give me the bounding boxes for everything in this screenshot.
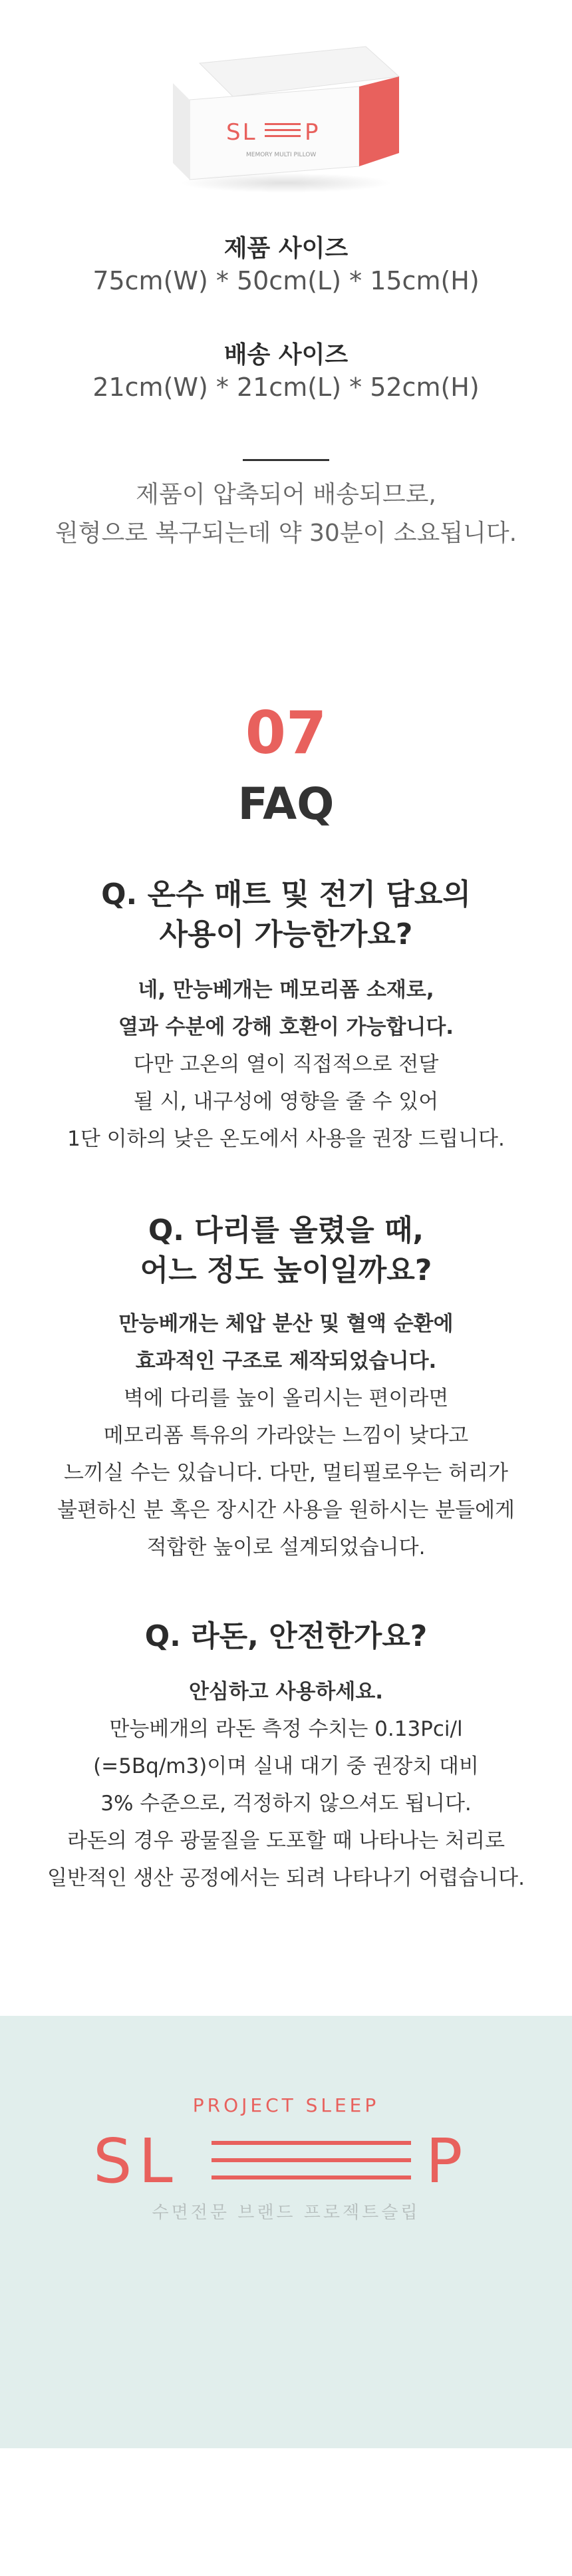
notice-line-1: 제품이 압축되어 배송되므로, <box>136 481 436 508</box>
product-size-label: 제품 사이즈 <box>223 235 349 262</box>
shipping-size-value: 21cm(W) * 21cm(L) * 52cm(H) <box>92 373 480 402</box>
faq-question-2-line-1: Q. 다리를 올렸을 때, <box>148 1213 424 1247</box>
faq-answer-3-line-2: 만능베개의 라돈 측정 수치는 0.13Pci/l <box>109 1717 463 1741</box>
product-box-image <box>153 37 419 203</box>
faq-answer-2-line-2: 효과적인 구조로 제작되었습니다. <box>135 1349 437 1373</box>
faq-answer-1-line-3: 다만 고온의 열이 직접적으로 전달 <box>133 1052 439 1076</box>
brand-caption: 수면전문 브랜드 프로젝트슬립 <box>152 2203 420 2223</box>
faq-answer-2-line-4: 메모리폼 특유의 가라앉는 느낌이 낮다고 <box>103 1424 469 1448</box>
faq-answer-1-line-1: 네, 만능베개는 메모리폼 소재로, <box>138 978 434 1002</box>
faq-answer-1-line-4: 될 시, 내구성에 영향을 줄 수 있어 <box>133 1090 439 1114</box>
faq-answer-2-line-6: 불편하신 분 혹은 장시간 사용을 원하시는 분들에게 <box>57 1498 515 1522</box>
faq-answer-2-line-5: 느끼실 수는 있습니다. 다만, 멀티필로우는 허리가 <box>64 1461 508 1485</box>
brand-logo-left: SL <box>93 2126 180 2193</box>
shipping-size-label: 배송 사이즈 <box>223 341 349 369</box>
faq-answer-3-line-5: 라돈의 경우 광물질을 도포할 때 나타나는 처리로 <box>67 1829 505 1853</box>
section-number: 07 <box>245 699 327 767</box>
product-size-value: 75cm(W) * 50cm(L) * 15cm(H) <box>92 266 480 295</box>
faq-answer-2-line-7: 적합한 높이로 설계되었습니다. <box>146 1535 426 1559</box>
faq-answer-2-line-1: 만능베개는 체압 분산 및 혈액 순환에 <box>118 1312 454 1336</box>
brand-logo-bar-2 <box>212 2158 411 2162</box>
brand-logo-bar-1 <box>212 2141 411 2145</box>
faq-answer-1-line-5: 1단 이하의 낮은 온도에서 사용을 권장 드립니다. <box>67 1127 505 1151</box>
box-logo-right: P <box>305 119 319 146</box>
faq-answer-1-line-2: 열과 수분에 강해 호환이 가능합니다. <box>118 1015 454 1039</box>
box-caption: MEMORY MULTI PILLOW <box>246 152 317 158</box>
brand-logo-bar-3 <box>212 2175 411 2179</box>
brand-tagline: PROJECT SLEEP <box>192 2094 380 2116</box>
section-title: FAQ <box>237 778 335 830</box>
box-shadow <box>180 173 392 193</box>
faq-answer-3-line-6: 일반적인 생산 공정에서는 되려 나타나기 어렵습니다. <box>47 1866 525 1890</box>
faq-answer-3-line-1: 안심하고 사용하세요. <box>188 1680 384 1704</box>
faq-answer-3-line-3: (=5Bq/m3)이며 실내 대기 중 권장치 대비 <box>93 1754 479 1778</box>
brand-footer <box>0 2016 572 2448</box>
faq-answer-3-line-4: 3% 수준으로, 걱정하지 않으셔도 됩니다. <box>100 1792 472 1816</box>
divider <box>243 459 329 461</box>
box-logo-left: SL <box>226 119 257 146</box>
brand-logo-right: P <box>426 2126 463 2193</box>
faq-question-1-line-1: Q. 온수 매트 및 전기 담요의 <box>101 878 471 911</box>
faq-answer-2-line-3: 벽에 다리를 높이 올리시는 편이라면 <box>123 1386 449 1410</box>
faq-question-1-line-2: 사용이 가능한가요? <box>159 917 413 951</box>
notice-line-2: 원형으로 복구되는데 약 30분이 소요됩니다. <box>55 520 517 547</box>
brand-logo <box>93 2126 479 2193</box>
faq-question-2-line-2: 어느 정도 높이일까요? <box>140 1253 432 1287</box>
faq-question-3: Q. 라돈, 안전한가요? <box>144 1619 428 1653</box>
